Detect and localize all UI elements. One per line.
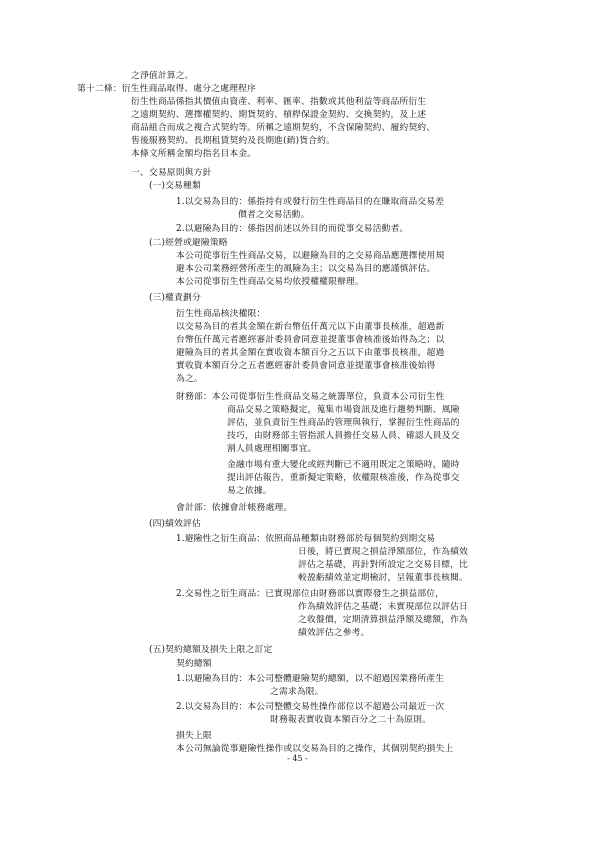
text-line: 2.以交易為目的：本公司整體交易性操作部位以不超過公司最近一次 (176, 702, 445, 712)
text-line: 實收資本額百分之五者應經審計委員會同意並提董事會核准後始得 (176, 361, 436, 371)
text-line: 售後服務契約、長期租賃契約及長期進(銷)貨合約。 (131, 136, 335, 146)
text-line: 評估，並負責衍生性商品的管理與執行，掌握衍生性商品的 (227, 418, 460, 428)
text-line: 作為績效評估之基礎；未實現部位以評估日 (298, 602, 468, 612)
subsection-heading: (一)交易種類 (149, 181, 201, 191)
text-line: 1.以避險為目的：本公司整體避險契約總額，以不超過因業務所產生 (176, 674, 445, 684)
text-line: 衍生性商品係指其價值由資產、利率、匯率、指數或其他利益等商品所衍生 (131, 97, 427, 107)
text-line: 損失上限 (176, 731, 212, 741)
article-heading: 第十二條：衍生性商品取得、處分之處理程序 (77, 84, 256, 94)
text-line: 評估之基礎，再針對所設定之交易目標，比 (298, 560, 468, 570)
text-line: 之收盤價，定期清算損益淨額及總額，作為 (298, 615, 468, 625)
text-line: 較盈虧績效並定期檢討，呈報董事長核閱。 (298, 573, 468, 583)
subsection-heading: (三)權責劃分 (149, 293, 201, 303)
text-line: 商品交易之策略擬定，蒐集市場資訊及進行趨勢判斷、風險 (227, 405, 460, 415)
page-number: - 45 - (287, 754, 308, 763)
section-heading: 一、交易原則與方針 (131, 168, 212, 178)
subsection-heading: (二)經營或避險策略 (149, 238, 228, 248)
text-line: 之需求為限。 (270, 687, 324, 697)
subsection-heading: (四)績效評估 (149, 519, 201, 529)
text-line: 提出評估報告，重新擬定策略，依權限核准後，作為從事交 (227, 473, 460, 483)
text-line: 之淨值計算之。 (131, 71, 194, 81)
text-line: 日後，將已實現之損益淨額部位，作為績效 (298, 547, 468, 557)
text-line: 避險為目的者其金額在實收資本額百分之五以下由董事長核准，超過 (176, 348, 445, 358)
text-line: 衍生性商品核決權限： (176, 309, 266, 319)
text-line: 商品組合而成之複合式契約等。所稱之遠期契約，不含保險契約、履約契約、 (131, 123, 436, 133)
text-line: 2.以避險為目的：係指因前述以外目的而從事交易活動者。 (176, 224, 409, 234)
text-line: 割人員處理相關事宜。 (227, 444, 317, 454)
text-line: 財務報表實收資本額百分之二十為原則。 (270, 715, 432, 725)
text-line: 為之。 (176, 374, 203, 384)
text-line: 本公司從事衍生性商品交易均依授權權限辦理。 (176, 277, 364, 287)
text-line: 績效評估之參考。 (298, 628, 370, 638)
subsection-heading: (五)契約總額及損失上限之訂定 (149, 645, 273, 655)
text-line: 會計部：依據會計帳務處理。 (176, 503, 293, 513)
text-line: 本公司從事衍生性商品交易，以避險為目的之交易商品應選擇使用規 (176, 251, 445, 261)
text-line: 本公司無論從事避險性操作或以交易為目的之操作，其個別契約損失上 (176, 744, 454, 754)
text-line: 1.避險性之衍生商品：依照商品種類由財務部於每個契約到期交易 (176, 534, 436, 544)
text-line: 本條文所稱金額均指名目本金。 (131, 149, 257, 159)
text-line: 易之依據。 (227, 486, 272, 496)
text-line: 財務部：本公司從事衍生性商品交易之統籌單位，負責本公司衍生性 (176, 392, 445, 402)
text-line: 價者之交易活動。 (238, 210, 310, 220)
text-line: 之遠期契約、選擇權契約、期貨契約、槓桿保證金契約、交換契約，及上述 (131, 110, 427, 120)
text-line: 台幣伍仟萬元者應經審計委員會同意並提董事會核准後始得為之；以 (176, 335, 445, 345)
text-line: 1.以交易為目的：係指持有或發行衍生性商品目的在賺取商品交易差 (176, 197, 445, 207)
text-line: 2.交易性之衍生商品：已實現部位由財務部以實際發生之損益部位， (176, 589, 445, 599)
text-line: 避本公司業務經營所產生的風險為主；以交易為目的應謹慎評估。 (176, 264, 436, 274)
text-line: 技巧，由財務部主管指派人員擔任交易人員、確認人員及交 (227, 431, 460, 441)
text-line: 以交易為目的者其金額在新台幣伍仟萬元以下由董事長核准，超過新 (176, 322, 445, 332)
text-line: 金融市場有重大變化或經判斷已不適用既定之策略時，隨時 (227, 460, 460, 470)
text-line: 契約總額 (176, 659, 212, 669)
